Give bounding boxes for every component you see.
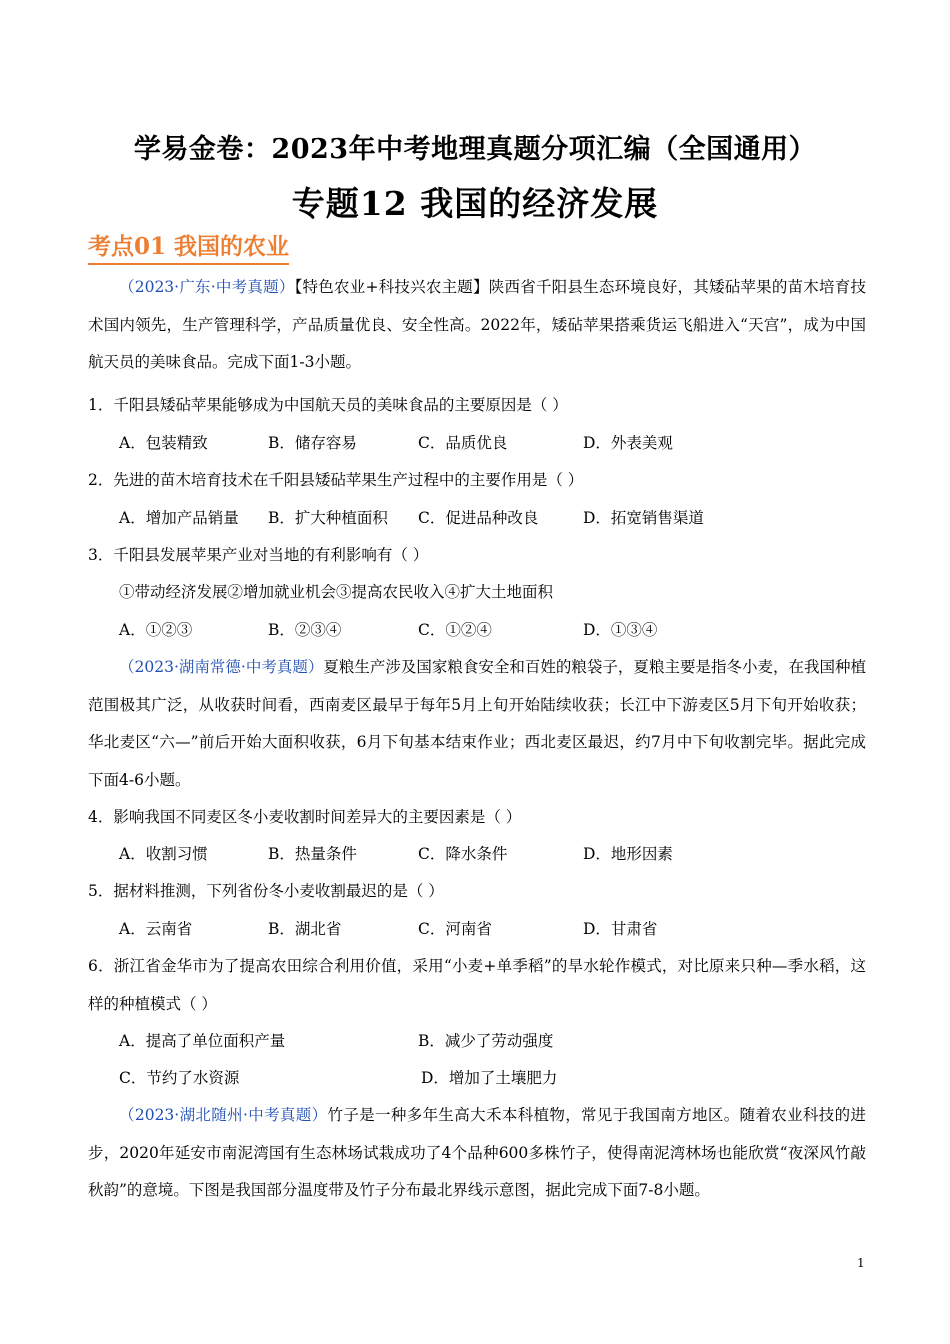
question-4-option-b: B．热量条件: [268, 845, 357, 863]
question-5-option-c: C．河南省: [418, 920, 492, 938]
question-5-option-b: B．湖北省: [268, 920, 342, 938]
question-3-stem: 3．千阳县发展苹果产业对当地的有利影响有（ ）: [88, 546, 429, 564]
question-5-option-a: A．云南省: [119, 920, 193, 938]
material-paragraph-2: [88, 649, 866, 799]
document-title: 学易金卷：2023年中考地理真题分项汇编（全国通用）: [133, 134, 817, 165]
document-subtitle: 专题12 我国的经济发展: [291, 184, 659, 223]
material-text: 夏粮生产涉及国家粮食安全和百姓的粮袋子，夏粮主要是指冬小麦，在我国种植范围极其广泛，从收获时间看，西南麦区最早于每年5月上旬开始陆续收获；长江中下游麦区5月下旬开始收获；华北麦区“六—”前后开始大面积收获，6月下旬基本结束作业；西北麦区最迟，约7月中下旬收割完毕。据此完成下面4-6小题。: [88, 658, 866, 789]
question-1-option-c: C．品质优良: [418, 434, 508, 452]
material-text: 【特色农业+科技兴农主题】陕西省千阳县生态环境良好，其矮砧苹果的苗木培育技术国内领先，生产管理科学，产品质量优良、安全性高。2022年，矮砧苹果搭乘货运飞船进入“天宫”，成为中国航天员的美味食品。完成下面1-3小题。: [88, 278, 866, 371]
material-paragraph-3: [88, 1097, 866, 1210]
question-6-option-a: A．提高了单位面积产量: [119, 1032, 286, 1050]
question-4-option-d: D．地形因素: [583, 845, 673, 863]
material-source: （2023·湖北随州·中考真题）: [119, 1106, 328, 1124]
question-6-option-c: C．节约了水资源: [119, 1069, 240, 1087]
question-1-option-d: D．外表美观: [583, 434, 673, 452]
question-6-stem: 6．浙江省金华市为了提高农田综合利用价值，采用“小麦+单季稻”的旱水轮作模式，对比原来只种—季水稻，这样的种植模式（ ）: [88, 957, 866, 1013]
question-5-stem: 5．据材料推测，下列省份冬小麦收割最迟的是（ ）: [88, 882, 444, 900]
question-2-option-a: A．增加产品销量: [119, 509, 239, 527]
material-paragraph-1: [88, 269, 866, 382]
section-heading: 考点01 我国的农业: [88, 232, 289, 265]
question-4-option-c: C．降水条件: [418, 845, 508, 863]
question-1-option-b: B．储存容易: [268, 434, 357, 452]
question-5-option-d: D．甘肃省: [583, 920, 658, 938]
question-3-option-d: D．①③④: [583, 621, 658, 639]
question-3-option-b: B．②③④: [268, 621, 342, 639]
material-source: （2023·湖南常德·中考真题）: [119, 658, 324, 676]
question-1-option-a: A．包装精致: [119, 434, 208, 452]
question-2-option-c: C．促进品种改良: [418, 509, 539, 527]
question-2-option-d: D．拓宽销售渠道: [583, 509, 704, 527]
question-4-option-a: A．收割习惯: [119, 845, 208, 863]
question-6-option-b: B．减少了劳动强度: [418, 1032, 554, 1050]
question-3-statements: ①带动经济发展②增加就业机会③提高农民收入④扩大土地面积: [119, 583, 554, 601]
question-4-stem: 4．影响我国不同麦区冬小麦收割时间差异大的主要因素是（ ）: [88, 808, 522, 826]
page-number: 1: [857, 1256, 865, 1270]
question-1-stem: 1．千阳县矮砧苹果能够成为中国航天员的美味食品的主要原因是（ ）: [88, 396, 568, 414]
question-3-option-a: A．①②③: [119, 621, 193, 639]
material-source: （2023·广东·中考真题）: [119, 278, 295, 296]
question-3-option-c: C．①②④: [418, 621, 492, 639]
question-2-stem: 2．先进的苗木培育技术在千阳县矮砧苹果生产过程中的主要作用是（ ）: [88, 471, 584, 489]
question-6-option-d: D．增加了土壤肥力: [421, 1069, 558, 1087]
question-2-option-b: B．扩大种植面积: [268, 509, 388, 527]
material-text: 竹子是一种多年生高大禾本科植物，常见于我国南方地区。随着农业科技的进步，2020年延安市南泥湾国有生态林场试栽成功了4个品种600多株竹子，使得南泥湾林场也能欣赏“夜深风竹敲秋韵”的意境。下图是我国部分温度带及竹子分布最北界线示意图，据此完成下面7-8小题。: [88, 1106, 866, 1199]
